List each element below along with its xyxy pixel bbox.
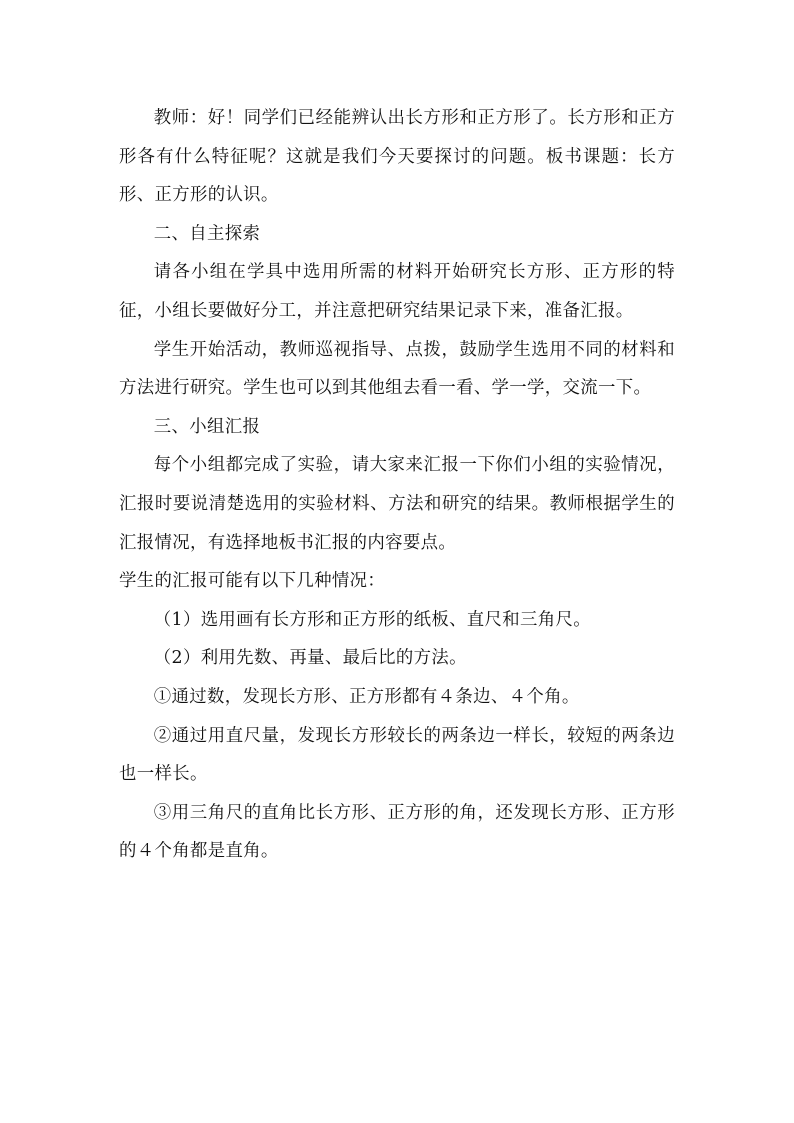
section-heading-self-exploration: 二、自主探索 xyxy=(153,223,261,244)
document-body xyxy=(119,99,675,871)
list-item-1: （1）选用画有长方形和正方形的纸板、直尺和三角尺。 xyxy=(153,609,591,630)
circled-item-3: ③用三角尺的直角比长方形、正方形的角，还发现长方形、正方形的４个角都是直角。 xyxy=(119,802,675,862)
circled-item-2: ②通过用直尺量，发现长方形较长的两条边一样长，较短的两条边也一样长。 xyxy=(119,725,675,785)
paragraph-teacher-intro: 教师：好！同学们已经能辨认出长方形和正方形了。长方形和正方形各有什么特征呢？这就是我们今天要探讨的问题。板书课题：长方形、正方形的认识。 xyxy=(119,108,675,206)
circled-item-1: ①通过数，发现长方形、正方形都有４条边、４个角。 xyxy=(153,686,580,707)
paragraph-possible-reports: 学生的汇报可能有以下几种情况： xyxy=(119,571,386,592)
paragraph-student-activity: 学生开始活动，教师巡视指导、点拨，鼓励学生选用不同的材料和方法进行研究。学生也可以到其他组去看一看、学一学，交流一下。 xyxy=(119,339,675,399)
list-item-2: （2）利用先数、再量、最后比的方法。 xyxy=(153,648,467,669)
section-heading-group-report: 三、小组汇报 xyxy=(153,416,261,437)
paragraph-group-instructions: 请各小组在学具中选用所需的材料开始研究长方形、正方形的特征，小组长要做好分工，并注意把研究结果记录下来，准备汇报。 xyxy=(119,262,675,321)
paragraph-report-instructions: 每个小组都完成了实验，请大家来汇报一下你们小组的实验情况，汇报时要说清楚选用的实验材料、方法和研究的结果。教师根据学生的汇报情况，有选择地板书汇报的内容要点。 xyxy=(119,455,675,553)
